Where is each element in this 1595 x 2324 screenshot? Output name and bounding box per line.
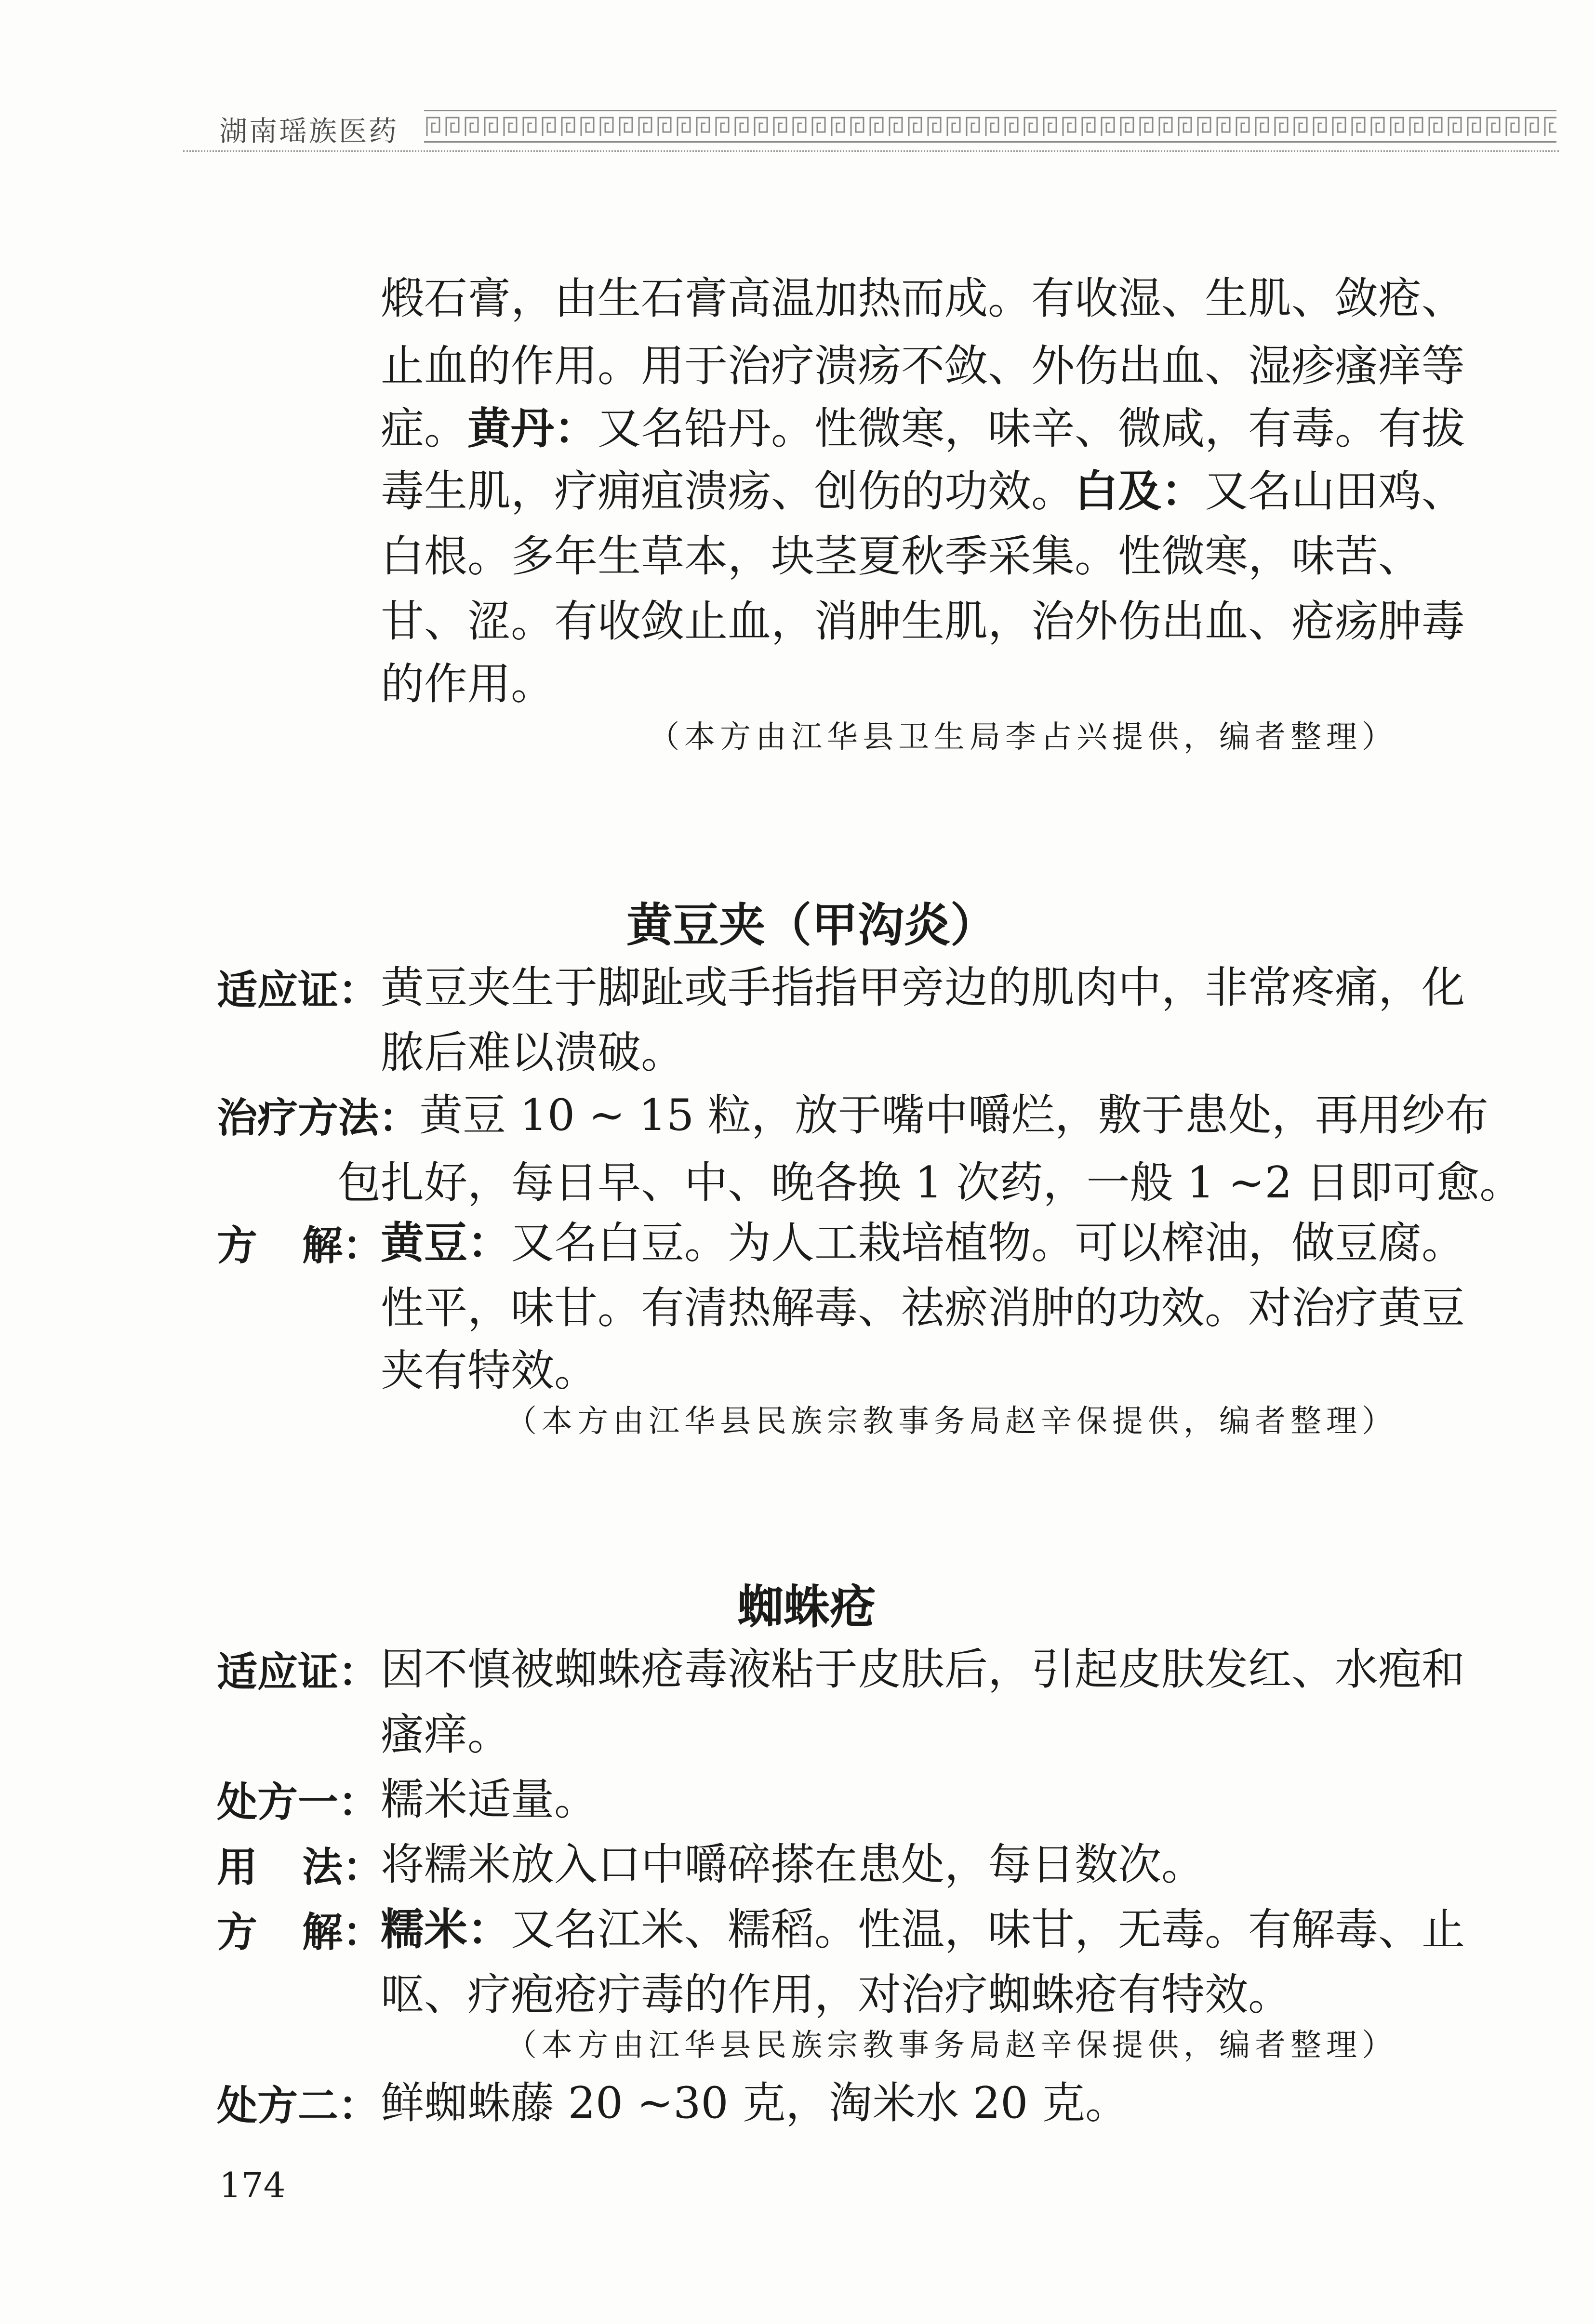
text-span: 症。 [381, 403, 467, 454]
text-line: 夹有特效。 [381, 1345, 598, 1396]
text-span: 又名山田鸡、 [1205, 466, 1465, 517]
text-line [381, 403, 1465, 454]
term-huangdan: 黄丹： [467, 403, 598, 454]
text-span: 又名铅丹。性微寒，味辛、微咸，有毒。有拔 [598, 403, 1465, 454]
source-credit: （本方由江华县民族宗教事务局赵辛保提供，编者整理） [506, 1404, 1397, 1439]
section-title: 蜘蛛疮 [737, 1580, 876, 1634]
explain-label-part: 解： [302, 1222, 383, 1269]
text-line [381, 1904, 1465, 1955]
explain-label-part: 解： [302, 1909, 383, 1956]
page-number: 174 [219, 2165, 286, 2205]
usage-label-part: 用 [217, 1844, 258, 1891]
text-line: 瘙痒。 [381, 1709, 511, 1760]
term-nuomi: 糯米： [381, 1904, 511, 1955]
text-line: 白根。多年生草本，块茎夏秋季采集。性微寒，味苦、 [381, 531, 1422, 582]
text-line: 煅石膏，由生石膏高温加热而成。有收湿、生肌、敛疮、 [381, 273, 1465, 324]
decorative-header-band [424, 107, 1556, 146]
term-baiji: 白及： [1075, 466, 1205, 517]
treatment-label: 治疗方法： [217, 1094, 420, 1142]
explain-label [217, 1908, 383, 1956]
section-title: 黄豆夹（甲沟炎） [626, 898, 997, 952]
text-line: 鲜蜘蛛藤 20 ~30 克，淘米水 20 克。 [381, 2078, 1129, 2128]
text-line: 呕、疗疱疮疔毒的作用，对治疗蜘蛛疮有特效。 [381, 1969, 1291, 2020]
text-line: 脓后难以溃破。 [381, 1027, 684, 1078]
text-line: 糯米适量。 [381, 1774, 598, 1825]
text-line [381, 466, 1465, 517]
explain-label-part: 方 [217, 1222, 258, 1269]
text-line: 的作用。 [381, 659, 554, 709]
text-span: 又名江米、糯稻。性温，味甘，无毒。有解毒、止 [511, 1904, 1465, 1955]
header-divider [183, 150, 1559, 152]
source-credit: （本方由江华县卫生局李占兴提供，编者整理） [649, 719, 1397, 755]
explain-label [217, 1222, 383, 1270]
text-span: 又名白豆。为人工栽培植物。可以榨油，做豆腐。 [511, 1218, 1465, 1268]
prescription-2-label: 处方二： [217, 2082, 379, 2129]
text-line: 包扎好，每日早、中、晚各换 1 次药，一般 1 ~2 日即可愈。 [337, 1157, 1523, 1208]
text-line: 性平，味甘。有清热解毒、祛瘀消肿的功效。对治疗黄豆 [381, 1283, 1465, 1333]
indication-label: 适应证： [217, 967, 379, 1014]
term-huangdou: 黄豆： [381, 1218, 511, 1268]
text-span: 毒生肌，疗痈疽溃疡、创伤的功效。 [381, 466, 1075, 517]
running-header-title: 湖南瑶族医药 [219, 115, 399, 147]
indication-label: 适应证： [217, 1648, 379, 1696]
text-line: 黄豆夹生于脚趾或手指指甲旁边的肌肉中，非常疼痛，化 [381, 962, 1465, 1013]
text-line: 黄豆 10 ~ 15 粒，放于嘴中嚼烂，敷于患处，再用纱布 [419, 1090, 1489, 1141]
text-line: 止血的作用。用于治疗溃疡不敛、外伤出血、湿疹瘙痒等 [381, 341, 1465, 391]
text-line: 因不慎被蜘蛛疮毒液粘于皮肤后，引起皮肤发红、水疱和 [381, 1644, 1465, 1695]
prescription-1-label: 处方一： [217, 1779, 379, 1826]
text-line: 将糯米放入口中嚼碎搽在患处，每日数次。 [381, 1839, 1205, 1890]
usage-label-part: 法： [302, 1844, 383, 1891]
explain-label-part: 方 [217, 1909, 258, 1956]
text-line: 甘、涩。有收敛止血，消肿生肌，治外伤出血、疮疡肿毒 [381, 596, 1465, 647]
source-credit: （本方由江华县民族宗教事务局赵辛保提供，编者整理） [506, 2028, 1397, 2063]
usage-label [217, 1843, 383, 1891]
text-line [381, 1218, 1465, 1268]
